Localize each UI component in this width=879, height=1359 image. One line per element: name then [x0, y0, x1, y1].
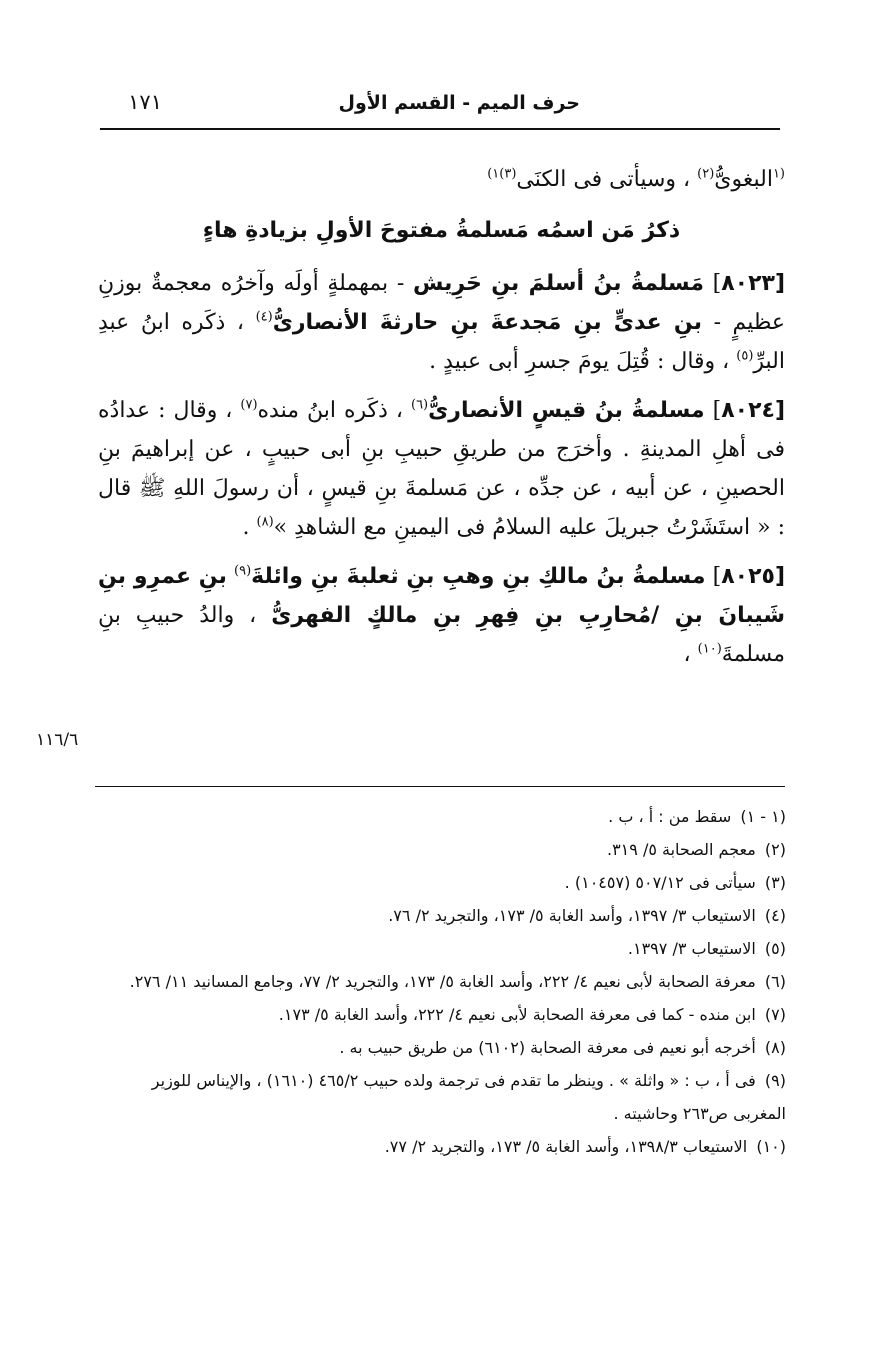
footnote-ref-6: (٦) — [410, 397, 429, 413]
entry-name: مسلمةُ بنُ مالكِ بنِ وهبِ بنِ ثعلبةَ بنِ وائلةَ — [251, 564, 706, 589]
running-header — [100, 88, 780, 124]
footnote-number: (٤) — [764, 906, 786, 925]
footnote — [100, 1031, 786, 1064]
footnote — [100, 965, 786, 998]
entry-name: مسلمةُ بنُ قيسٍ الأنصارىُّ — [428, 398, 705, 423]
footnote — [100, 866, 786, 899]
footnote-text: سيأتى فى ٥٠٧/١٢ (١٠٤٥٧) . — [564, 873, 756, 892]
footnote-number: (١ - ١) — [740, 807, 786, 826]
footnote-rule — [95, 786, 785, 787]
footnote — [100, 899, 786, 932]
footnote-ref-9: (٩) — [234, 563, 252, 579]
footnote-text: أخرجه أبو نعيم فى معرفة الصحابة (٦١٠٢) من طريق حبيب به . — [339, 1038, 756, 1057]
footnote-ref-2: (٢) — [697, 166, 715, 182]
entry-text: ، والدُ حبيبِ بنِ مسلمةَ — [98, 603, 785, 667]
footnote-ref-3: (٣) — [499, 166, 517, 182]
entry-number: [٨٠٢٣ — [721, 271, 785, 296]
footnote-number: (٥) — [764, 939, 786, 958]
footnote-number: (٩) — [764, 1071, 786, 1090]
entry-text: ، — [683, 642, 691, 667]
section-heading: ذكرُ مَن اسمُه مَسلمةُ مفتوحَ الأولِ بزيادةِ هاءٍ — [202, 218, 681, 243]
footnote-number: (٦) — [764, 972, 786, 991]
footnote — [100, 932, 786, 965]
footnote-text: الاستيعاب ١٣٩٨/٣، وأسد الغابة ٥/ ١٧٣، والتجريد ٢/ ٧٧. — [384, 1137, 748, 1156]
footnote-text: فى أ ، ب : « واثلة » . وينظر ما تقدم فى ترجمة ولده حبيب ٤٦٥/٢ (١٦١٠) ، والإيناس للوزير المغربى ص٢٦٣ وحاشيته . — [151, 1071, 786, 1123]
footnotes — [100, 800, 786, 1163]
intro-text-2: ، وسيأتى فى الكنَى — [516, 167, 691, 192]
main-text — [98, 160, 785, 684]
entry-number: [٨٠٢٤ — [721, 398, 785, 423]
entry-8025: [٨٠٢٥] مسلمةُ بنُ مالكِ بنِ وهبِ بنِ ثعلبةَ بنِ وائلةَ$^{(٩)}$ بنِ عمرِو بنِ شَيبانَ بنِ /مُحارِبِ بنِ فِهرِ بنِ مالكٍ الفهرىُّ ، والدُ حبيبِ بنِ مسلمةَ$^{(١٠)}$ ، — [98, 563, 785, 667]
entry-text: - بمهملةٍ أولَه وآخرُه معجمةٌ بوزنِ عظيمٍ - — [98, 271, 786, 335]
entry-8023: [٨٠٢٣] مَسلمةُ بنُ أسلمَ بنِ حَرِيش - بمهملةٍ أولَه وآخرُه معجمةٌ بوزنِ عظيمٍ - بنِ عدىٍّ بنِ مَجدعةَ بنِ حارثةَ الأنصارىُّ$^{(٤)}$ ، ذكَره ابنُ عبدِ البرِّ$^{(٥)}$ ، وقال : قُتِلَ يومَ جسرِ أبى عبيدٍ . — [98, 271, 786, 374]
entry-text: ، وقال : عدادُه فى أهلِ المدينةِ . وأخرَج من طريقِ حبيبِ بنِ أبى حبيبٍ ، عن إبراهيمَ بنِ الحصينِ ، عن أبيه ، عن جدِّه ، عن مَسلمةَ بنِ قيسٍ ، أن رسولَ اللهِ ﷺ قال : « استَشَرْتُ جبريلَ عليه السلامُ فى اليمينِ مع الشاهدِ » — [98, 398, 785, 540]
intro-text-1: البغوىُّ — [714, 167, 773, 192]
footnote — [100, 1130, 786, 1163]
footnote-text: معجم الصحابة ٥/ ٣١٩. — [606, 840, 756, 859]
footnote-number: (٣) — [764, 873, 786, 892]
footnote-number: (٧) — [764, 1005, 786, 1024]
footnote-text: سقط من : أ ، ب . — [608, 807, 732, 826]
footnote-text: معرفة الصحابة لأبى نعيم ٤/ ٢٢٢، وأسد الغابة ٥/ ١٧٣، والتجريد ٢/ ٧٧، وجامع المسانيد ١١/ ٢٧٦. — [129, 972, 756, 991]
entry-name-continued: بنِ عدىٍّ بنِ مَجدعةَ بنِ حارثةَ الأنصارىُّ — [272, 310, 702, 335]
footnote-ref-4: (٤) — [255, 309, 273, 325]
footnote — [100, 800, 786, 833]
running-title: حرف الميم - القسم الأول — [338, 92, 580, 114]
footnote-ref-5: (٥) — [736, 348, 754, 364]
entry-number: [٨٠٢٥ — [721, 564, 785, 589]
entry-text: ، ذكَره ابنُ منده — [257, 398, 403, 423]
footnote-text: ابن منده - كما فى معرفة الصحابة لأبى نعيم ٤/ ٢٢٢، وأسد الغابة ٥/ ١٧٣. — [278, 1005, 756, 1024]
range-marker-close: ١) — [487, 166, 500, 182]
intro-line — [98, 160, 785, 199]
footnote-text: الاستيعاب ٣/ ١٣٩٧، وأسد الغابة ٥/ ١٧٣، والتجريد ٢/ ٧٦. — [388, 906, 756, 925]
entry-name: مَسلمةُ بنُ أسلمَ بنِ حَرِيش — [413, 271, 704, 296]
footnote-text: الاستيعاب ٣/ ١٣٩٧. — [627, 939, 756, 958]
footnote-ref-8: (٨) — [256, 514, 274, 530]
footnote-ref-10: (١٠) — [697, 641, 722, 657]
footnote-number: (٨) — [764, 1038, 786, 1057]
entry-8024: [٨٠٢٤] مسلمةُ بنُ قيسٍ الأنصارىُّ$^{(٦)}$ ، ذكَره ابنُ منده$^{(٧)}$ ، وقال : عدادُه فى أهلِ المدينةِ . وأخرَج من طريقِ حبيبِ بنِ أبى حبيبٍ ، عن إبراهيمَ بنِ الحصينِ ، عن أبيه ، عن جدِّه ، عن مَسلمةَ بنِ قيسٍ ، أن رسولَ اللهِ ﷺ قال : « استَشَرْتُ جبريلَ عليه السلامُ فى اليمينِ مع الشاهدِ »$^{(٨)}$ . — [98, 397, 785, 540]
footnote-ref-7: (٧) — [240, 397, 258, 413]
header-rule — [100, 128, 780, 130]
entry-text: ، وقال : قُتِلَ يومَ جسرِ أبى عبيدٍ . — [429, 349, 730, 374]
entry-name-continued: بنِ عمرِو بنِ شَيبانَ بنِ /مُحارِبِ بنِ فِهرِ بنِ مالكٍ الفهرىُّ — [98, 564, 785, 628]
footnote-number: (٢) — [764, 840, 786, 859]
page-number: ١٧١ — [128, 90, 162, 114]
footnote — [100, 1064, 786, 1130]
footnote — [100, 833, 786, 866]
footnote — [100, 998, 786, 1031]
margin-reference: ١١٦/٦ — [36, 730, 79, 750]
entry-text: . — [242, 515, 250, 540]
entry-text: ، ذكَره ابنُ عبدِ البرِّ — [98, 310, 785, 374]
footnote-number: (١٠) — [756, 1137, 786, 1156]
range-marker-open: (١ — [772, 166, 785, 182]
